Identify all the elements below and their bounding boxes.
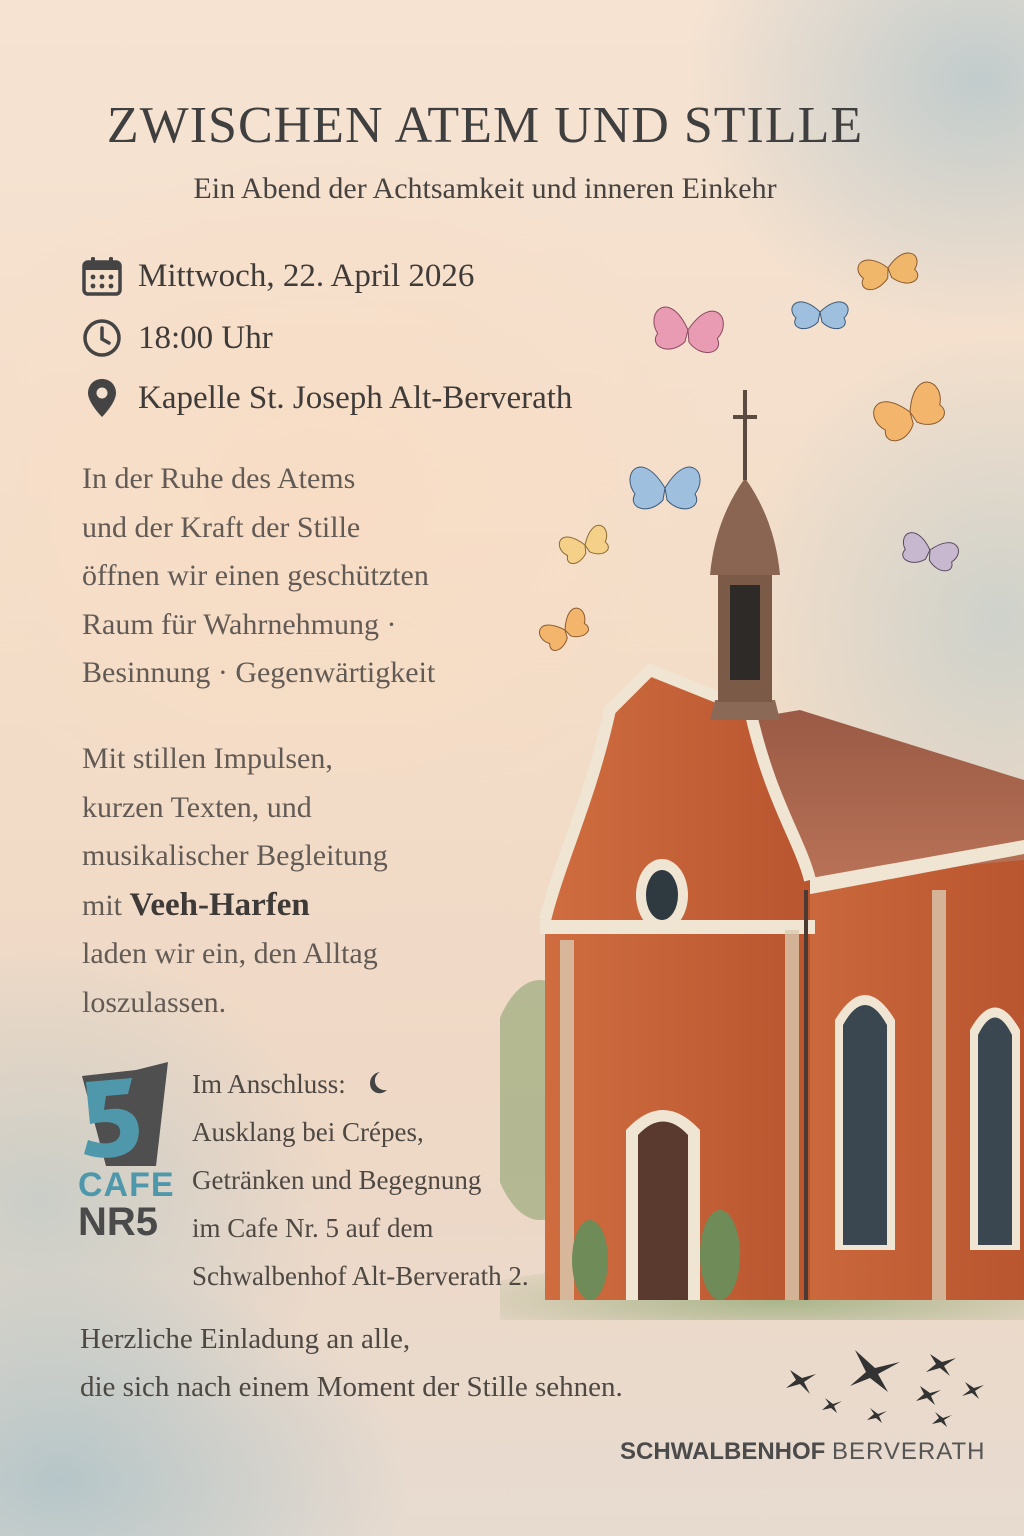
door: [638, 1122, 688, 1301]
swallow-icon: [822, 1398, 842, 1413]
butterfly-icon: [857, 252, 921, 292]
shrub: [700, 1210, 740, 1300]
brand-light: BERVERATH: [832, 1438, 986, 1465]
butterfly-icon: [630, 467, 700, 509]
after-event-line: Ausklang bei Crépes,: [192, 1117, 424, 1147]
footer-brand: [620, 1438, 985, 1466]
event-date: Mittwoch, 22. April 2026: [138, 257, 475, 294]
after-event-line: Getränken und Begegnung: [192, 1165, 482, 1195]
butterfly-icon: [899, 531, 961, 574]
program-line: kurzen Texten, und: [82, 790, 312, 824]
shrub: [572, 1220, 608, 1300]
cafe-logo-line1: CAFE: [78, 1166, 175, 1204]
info-date-row: [80, 251, 474, 301]
program-line: Mit stillen Impulsen,: [82, 742, 333, 775]
butterfly-icon: [870, 378, 951, 445]
event-location: Kapelle St. Joseph Alt-Berverath: [138, 379, 573, 416]
after-event-block: [192, 1060, 529, 1300]
location-pin-icon: [80, 376, 124, 420]
event-time: 18:00 Uhr: [138, 319, 273, 356]
program-line: loszulassen.: [82, 985, 227, 1019]
closing-invitation: [80, 1315, 623, 1411]
info-location-row: [80, 373, 572, 423]
intro-line: Besinnung · Gegenwärtigkeit: [82, 656, 436, 689]
tower-base: [710, 700, 780, 720]
cafe-nr5-logo: [76, 1058, 176, 1168]
after-event-line: im Cafe Nr. 5 auf dem: [192, 1213, 434, 1243]
after-event-heading-row: [192, 1060, 529, 1108]
pilaster: [785, 930, 799, 1300]
program-line: laden wir ein, den Alltag: [82, 937, 378, 970]
butterfly-icon: [537, 605, 593, 654]
info-time-row: [80, 313, 273, 363]
swallow-icon: [850, 1350, 900, 1392]
drainpipe: [804, 890, 808, 1300]
swallow-icon: [962, 1382, 984, 1399]
pilaster: [932, 890, 946, 1300]
butterfly-icon: [792, 302, 848, 329]
oculus-window: [646, 870, 678, 920]
program-line-prefix: mit: [82, 888, 130, 922]
arched-window: [978, 1018, 1012, 1246]
arched-window: [843, 1005, 887, 1245]
butterfly-icon: [652, 306, 725, 354]
cafe-logo-line2: NR5: [78, 1200, 159, 1244]
closing-line: Herzliche Einladung an alle,: [80, 1323, 411, 1355]
program-line-harps: [82, 881, 388, 931]
butterflies-group: [530, 240, 1010, 660]
intro-line: In der Ruhe des Atems: [82, 462, 356, 495]
page-title: ZWISCHEN ATEM UND STILLE: [106, 97, 864, 154]
intro-line: öffnen wir einen geschützten: [82, 559, 429, 592]
after-event-heading: Im Anschluss:: [192, 1069, 346, 1099]
brand-bold: SCHWALBENHOF: [620, 1438, 826, 1465]
swallow-icon: [926, 1354, 956, 1376]
veeh-harfen-highlight: Veeh-Harfen: [129, 886, 310, 923]
pilaster: [560, 940, 574, 1300]
swallow-icon: [867, 1408, 887, 1423]
butterfly-icon: [557, 523, 613, 566]
clock-icon: [80, 316, 124, 360]
program-paragraph: [82, 735, 388, 1027]
intro-line: und der Kraft der Stille: [82, 510, 361, 544]
swallow-icon: [916, 1386, 941, 1405]
after-event-line: Schwalbenhof Alt-Berverath 2.: [192, 1261, 529, 1291]
moon-icon: [363, 1070, 389, 1096]
swallows-flock: [770, 1340, 1000, 1440]
closing-line: die sich nach einem Moment der Stille sehnen.: [80, 1371, 623, 1403]
calendar-icon: [80, 254, 124, 298]
program-line: musikalischer Begleitung: [82, 839, 388, 872]
intro-paragraph: [82, 455, 435, 698]
swallow-icon: [932, 1412, 952, 1427]
intro-line: Raum für Wahrnehmung ·: [82, 607, 397, 641]
swallow-icon: [786, 1370, 816, 1394]
page-subtitle: Ein Abend der Achtsamkeit und inneren Einkehr: [193, 172, 777, 205]
